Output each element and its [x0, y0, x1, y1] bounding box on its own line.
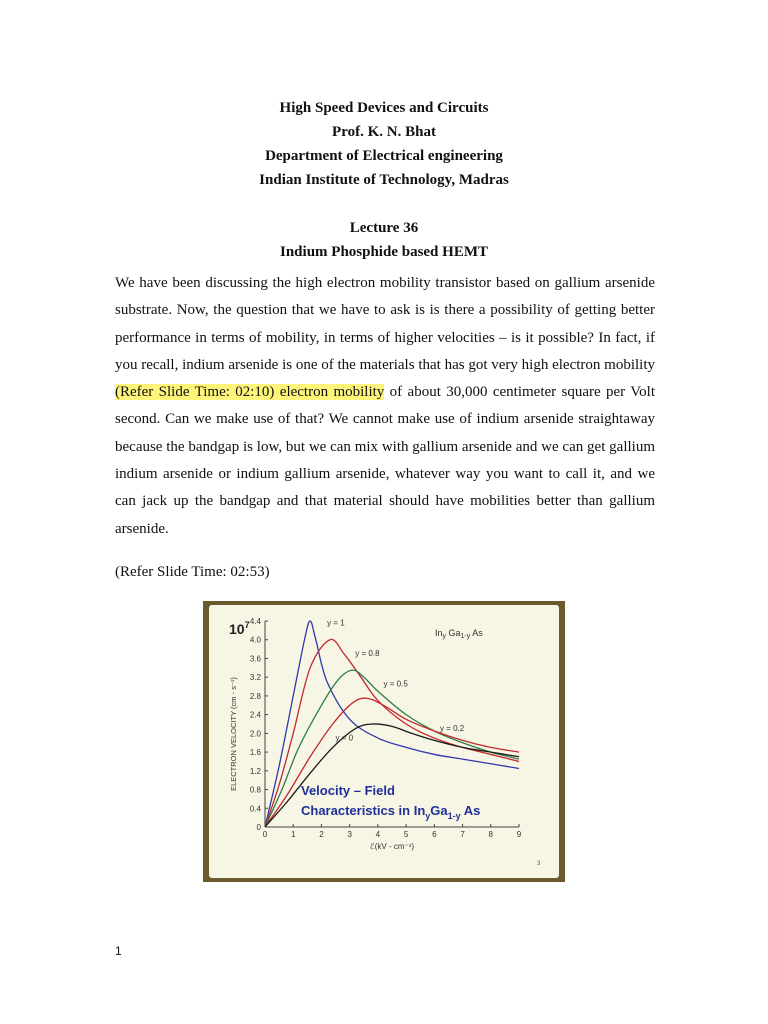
professor-name: Prof. K. N. Bhat — [332, 124, 436, 140]
y-tick-label: 0 — [256, 823, 261, 832]
y-tick-label: 3.2 — [249, 673, 261, 683]
curve-annotation: y = 0 — [335, 733, 354, 743]
page-number: 1 — [115, 944, 122, 958]
lecture-title: Indium Phosphide based HEMT — [280, 244, 488, 260]
y-tick-label: 4.4 — [249, 617, 261, 626]
slide-image — [203, 601, 565, 882]
refer-slide-time: (Refer Slide Time: 02:53) — [115, 564, 270, 580]
caption-line1: Velocity – Field — [301, 783, 395, 798]
department-name: Department of Electrical engineering — [265, 148, 503, 164]
x-tick-label: 6 — [432, 830, 437, 839]
x-tick-label: 7 — [460, 830, 465, 839]
slide-background — [209, 605, 559, 878]
x-tick-label: 8 — [488, 830, 494, 839]
y-tick-label: 2.4 — [249, 710, 261, 720]
y-tick-label: 1.2 — [249, 766, 261, 776]
paragraph-text-part2: of about 30,000 centimeter square per Volt second. Can we make use of that? We cannot make use of indium arsenide straightaway because the bandgap is low, but we can mix with gallium arsenide and we can get gallium indium arsenide or indium gallium arsenide, whatever way you want to call it, and we can jack up the bandgap and that material should have mobilities better than gallium arsenide. — [115, 384, 656, 537]
x-tick-label: 5 — [403, 830, 409, 839]
document-header — [0, 96, 768, 192]
material-legend: $In_y$ $Ga_{1-y}$ As — [435, 628, 483, 640]
body-paragraph — [115, 270, 655, 543]
curve-annotation: y = 0.5 — [383, 679, 408, 689]
curve-annotation: y = 0.2 — [439, 724, 465, 734]
y-tick-label: 2.0 — [249, 729, 261, 739]
institute-name: Indian Institute of Technology, Madras — [259, 172, 509, 188]
x-axis-label: ℰ(kV - cm⁻¹) — [369, 842, 415, 851]
scale-multiplier: $10^7$ — [229, 620, 250, 637]
velocity-field-chart — [203, 601, 565, 882]
y-tick-label: 3.6 — [249, 654, 261, 664]
y-axis-label: ELECTRON VELOCITY (cm - s⁻¹) — [229, 677, 238, 791]
paragraph-text-part1: We have been discussing the high electron mobility transistor based on gallium arsenide substrate. Now, the question that we have to ask is is there a possibility of getting better performance in terms of mobility, in terms of higher velocities – is it possible? In fact, if you recall, indium arsenide is one of the materials that has got very high electron mobility — [115, 275, 655, 373]
lecture-heading — [0, 216, 768, 264]
curve-annotation: y = 0.8 — [355, 649, 380, 659]
x-tick-label: 9 — [516, 830, 522, 839]
y-tick-label: 0.8 — [249, 785, 261, 795]
highlighted-refer-slide: (Refer Slide Time: 02:10) electron mobility — [115, 384, 385, 401]
slide-number: 3 — [537, 861, 541, 867]
y-tick-label: 4.0 — [249, 635, 261, 645]
x-tick-label: 4 — [375, 830, 381, 839]
x-tick-label: 2 — [319, 830, 324, 839]
y-tick-label: 0.4 — [249, 804, 261, 814]
caption-line2: Characteristics in $In_yGa_{1-y}$ As — [301, 803, 481, 821]
x-tick-label: 3 — [347, 830, 352, 839]
x-tick-label: 1 — [290, 830, 296, 839]
y-tick-label: 2.8 — [249, 691, 261, 701]
lecture-number: Lecture 36 — [349, 220, 419, 236]
y-tick-label: 1.6 — [249, 748, 261, 758]
x-tick-label: 0 — [262, 830, 268, 839]
curve-annotation: y = 1 — [327, 618, 345, 628]
course-title: High Speed Devices and Circuits — [279, 100, 489, 116]
